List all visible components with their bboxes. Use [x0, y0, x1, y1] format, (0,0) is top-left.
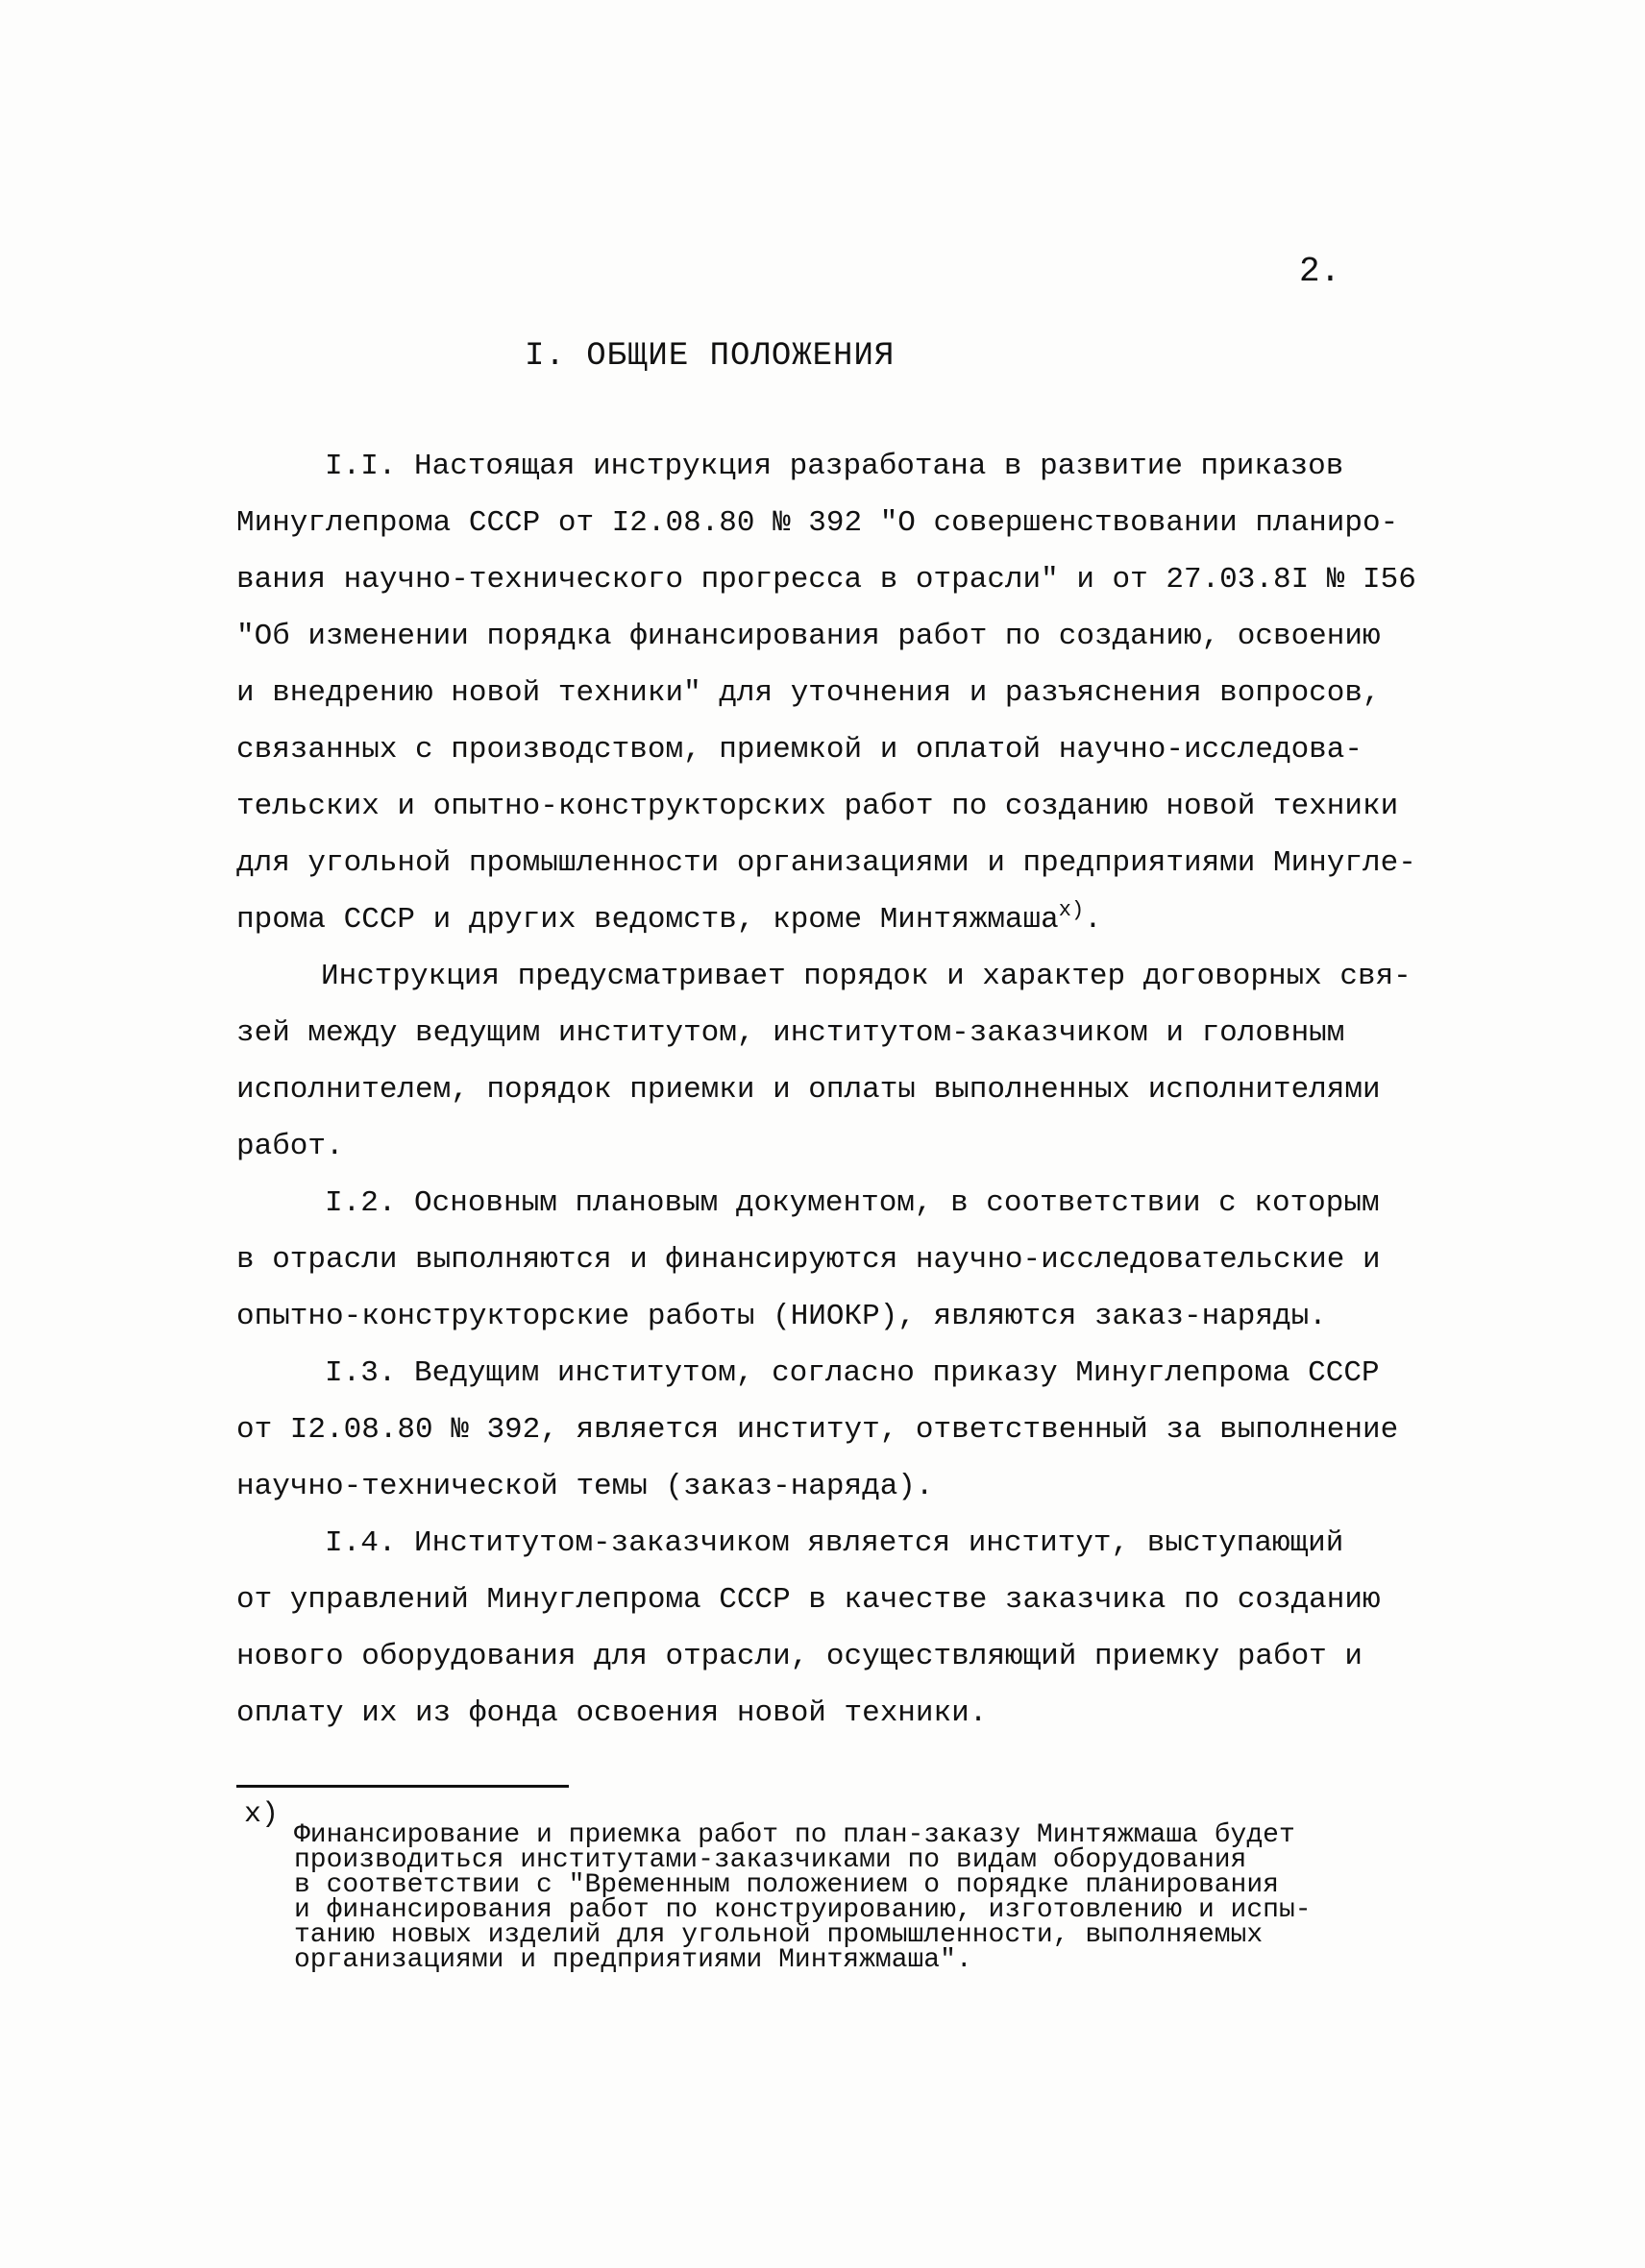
text-line: работ.: [236, 1130, 344, 1163]
text-line: в отрасли выполняются и финансируются научно-исследовательские и: [236, 1243, 1381, 1277]
footnote-divider: [236, 1785, 569, 1788]
text-line: оплату их из фонда освоения новой техники.: [236, 1696, 988, 1730]
paragraph-1-2: [236, 1175, 1403, 1345]
text-line: Минуглепрома СССР от I2.08.80 № 392 "О совершенствовании планиро-: [236, 506, 1399, 540]
footnote-line: производиться институтами-заказчиками по видам оборудования: [294, 1845, 1247, 1875]
paragraph-1-4: [236, 1515, 1403, 1742]
text-line: I.4. Институтом-заказчиком является институт, выступающий: [325, 1526, 1344, 1560]
text-line: связанных с производством, приемкой и оплатой научно-исследова-: [236, 733, 1363, 767]
text-line: от управлений Минуглепрома СССР в качестве заказчика по созданию: [236, 1583, 1381, 1617]
footnote-reference: x): [1058, 898, 1085, 922]
text-line: нового оборудования для отрасли, осуществляющий приемку работ и: [236, 1640, 1363, 1673]
body-text: [236, 438, 1416, 1742]
text-line: I.I. Настоящая инструкция разработана в развитие приказов: [325, 450, 1344, 483]
footnote-marker: x): [244, 1798, 280, 1831]
text-line: вания научно-технического прогресса в отрасли" и от 27.03.8I № I56: [236, 563, 1416, 597]
text-line: научно-технической темы (заказ-наряда).: [236, 1470, 934, 1503]
footnote-line: в соответствии с "Временным положением о порядке планирования: [294, 1870, 1279, 1900]
text-line-content: прома СССР и других ведомств, кроме Минтяжмаша: [236, 903, 1059, 937]
text-line: I.3. Ведущим институтом, согласно приказу Минуглепрома СССР: [325, 1356, 1380, 1390]
text-line: [236, 891, 1403, 948]
footnote-line: танию новых изделий для угольной промышленности, выполняемых: [294, 1920, 1264, 1950]
text-line: опытно-конструкторские работы (НИОКР), являются заказ-наряды.: [236, 1300, 1327, 1333]
text-line: исполнителем, порядок приемки и оплаты выполненных исполнителями: [236, 1073, 1381, 1107]
paragraph-scope: [236, 948, 1412, 1175]
text-line: и внедрению новой техники" для уточнения и разъяснения вопросов,: [236, 676, 1381, 710]
footnote-text: [294, 1820, 1399, 1975]
footnote-line: организациями и предприятиями Минтяжмаша".: [294, 1945, 972, 1975]
text-line: зей между ведущим институтом, институтом-заказчиком и головным: [236, 1016, 1345, 1050]
text-line: "Об изменении порядка финансирования работ по созданию, освоению: [236, 620, 1381, 653]
text-line: от I2.08.80 № 392, является институт, ответственный за выполнение: [236, 1413, 1399, 1447]
page-number: 2.: [1299, 252, 1341, 291]
footnote-line: и финансирования работ по конструированию, изготовлению и испы-: [294, 1895, 1312, 1925]
line-tail: .: [1084, 903, 1102, 937]
paragraph-1-1: [236, 438, 1416, 948]
text-line: тельских и опытно-конструкторских работ по созданию новой техники: [236, 790, 1399, 823]
footnote-line: Финансирование и приемка работ по план-заказу Минтяжмаша будет: [294, 1820, 1295, 1850]
paragraph-1-3: [236, 1345, 1403, 1515]
text-line: Инструкция предусматривает порядок и характер договорных свя-: [321, 960, 1412, 993]
text-line: для угольной промышленности организациями и предприятиями Минугле-: [236, 846, 1416, 880]
section-title: I. ОБЩИЕ ПОЛОЖЕНИЯ: [525, 338, 896, 375]
text-line: I.2. Основным плановым документом, в соответствии с которым: [325, 1186, 1380, 1220]
